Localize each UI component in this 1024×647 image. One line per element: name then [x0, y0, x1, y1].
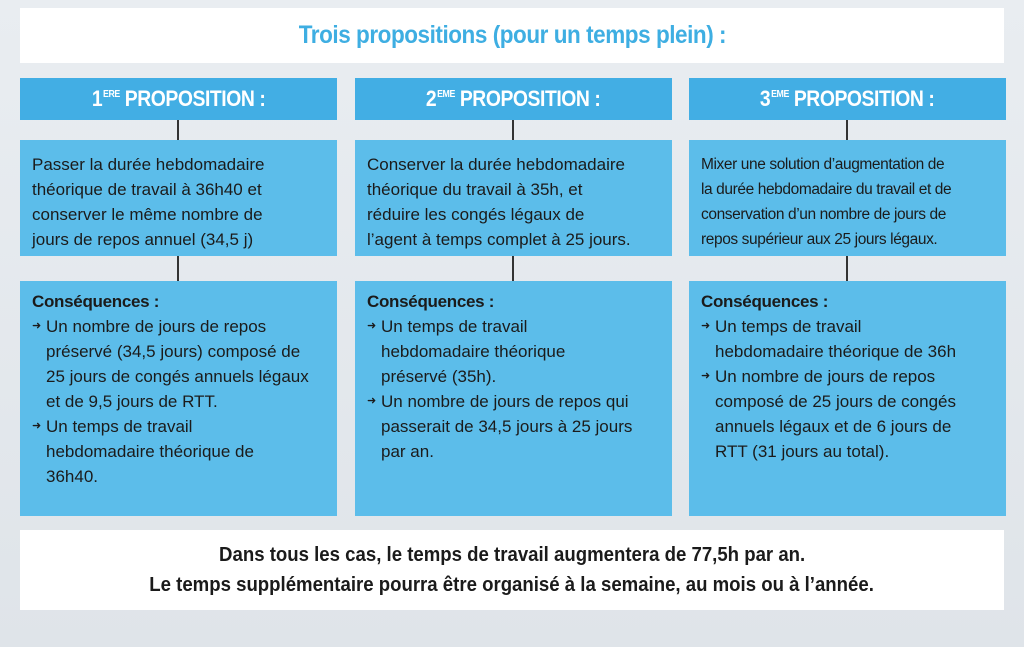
summary-banner: [20, 530, 1004, 610]
consequence-bullet: [701, 314, 996, 364]
proposal-column-3: [689, 78, 1006, 516]
proposal-line: théorique de travail à 36h40 et: [32, 180, 262, 199]
page-title: Trois propositions (pour un temps plein) :: [298, 21, 726, 49]
consequence-bullet: [701, 364, 996, 464]
arrow-right-icon: ➜: [367, 395, 377, 407]
arrow-right-icon: ➜: [32, 420, 42, 432]
bullet-line: Un nombre de jours de repos: [46, 317, 267, 336]
consequences-box-2: [355, 281, 672, 516]
proposal-heading-3: [689, 78, 1006, 120]
proposal-ordinal: EME: [437, 89, 456, 100]
proposal-line: Mixer une solution d’augmentation de: [701, 156, 945, 173]
arrow-right-icon: ➜: [367, 320, 377, 332]
bullet-line: hebdomadaire théorique: [381, 342, 566, 361]
connector-line: [512, 120, 514, 140]
connector-line: [177, 256, 179, 281]
bullet-line: hebdomadaire théorique de: [46, 442, 254, 461]
connector-line: [177, 120, 179, 140]
consequence-bullet: [32, 314, 327, 414]
proposal-box-3: [689, 140, 1006, 256]
proposal-number: 2: [426, 86, 437, 111]
consequences-box-3: [689, 281, 1006, 516]
bullet-line: préservé (35h).: [381, 367, 497, 386]
summary-line-2: Le temps supplémentaire pourra être organisé à la semaine, au mois ou à l’année.: [149, 574, 875, 596]
bullet-line: préservé (34,5 jours) composé de: [46, 342, 301, 361]
consequences-box-1: [20, 281, 337, 516]
bullet-line: passerait de 34,5 jours à 25 jours: [381, 417, 633, 436]
proposal-box-2: [355, 140, 672, 256]
consequence-bullet: [367, 389, 662, 464]
proposal-ordinal: ERE: [102, 89, 120, 100]
proposal-heading-1: [20, 78, 337, 120]
proposal-box-1: [20, 140, 337, 256]
proposal-line: la durée hebdomadaire du travail et de: [701, 181, 952, 198]
proposal-column-1: [20, 78, 337, 516]
proposal-line: théorique du travail à 35h, et: [367, 180, 583, 199]
proposal-line: Passer la durée hebdomadaire: [32, 155, 265, 174]
proposal-ordinal: EME: [771, 89, 790, 100]
consequences-title: Conséquences :: [367, 292, 495, 311]
proposal-line: Conserver la durée hebdomadaire: [367, 155, 625, 174]
proposal-number: 3: [760, 86, 771, 111]
bullet-line: hebdomadaire théorique de 36h: [715, 342, 957, 361]
bullet-line: 36h40.: [46, 467, 98, 486]
consequences-title: Conséquences :: [32, 292, 160, 311]
bullet-line: Un temps de travail: [46, 417, 193, 436]
bullet-line: par an.: [381, 442, 434, 461]
bullet-line: RTT (31 jours au total).: [715, 442, 890, 461]
bullet-line: annuels légaux et de 6 jours de: [715, 417, 952, 436]
bullet-line: et de 9,5 jours de RTT.: [46, 392, 218, 411]
arrow-right-icon: ➜: [32, 320, 42, 332]
consequence-bullet: [32, 414, 327, 489]
bullet-line: Un temps de travail: [381, 317, 528, 336]
proposal-heading-label: PROPOSITION :: [460, 86, 601, 111]
bullet-line: Un nombre de jours de repos qui: [381, 392, 629, 411]
proposal-line: jours de repos annuel (34,5 j): [32, 230, 254, 249]
arrow-right-icon: ➜: [701, 370, 711, 382]
proposal-line: réduire les congés légaux de: [367, 205, 585, 224]
proposal-line: l’agent à temps complet à 25 jours.: [367, 230, 631, 249]
connector-line: [512, 256, 514, 281]
proposal-line: repos supérieur aux 25 jours légaux.: [701, 231, 938, 248]
connector-line: [846, 256, 848, 281]
bullet-line: composé de 25 jours de congés: [715, 392, 956, 411]
consequences-title: Conséquences :: [701, 292, 829, 311]
bullet-line: Un temps de travail: [715, 317, 862, 336]
proposal-heading-label: PROPOSITION :: [794, 86, 935, 111]
proposal-column-2: [355, 78, 672, 516]
bullet-line: Un nombre de jours de repos: [715, 367, 936, 386]
proposal-line: conservation d’un nombre de jours de: [701, 206, 946, 223]
proposal-heading-2: [355, 78, 672, 120]
connector-line: [846, 120, 848, 140]
proposal-line: conserver le même nombre de: [32, 205, 263, 224]
proposal-heading-label: PROPOSITION :: [124, 86, 266, 111]
proposal-number: 1: [91, 86, 103, 111]
title-banner: [20, 8, 1004, 63]
summary-line-1: Dans tous les cas, le temps de travail augmentera de 77,5h par an.: [218, 544, 806, 566]
arrow-right-icon: ➜: [701, 320, 711, 332]
consequence-bullet: [367, 314, 662, 389]
bullet-line: 25 jours de congés annuels légaux: [46, 367, 309, 386]
